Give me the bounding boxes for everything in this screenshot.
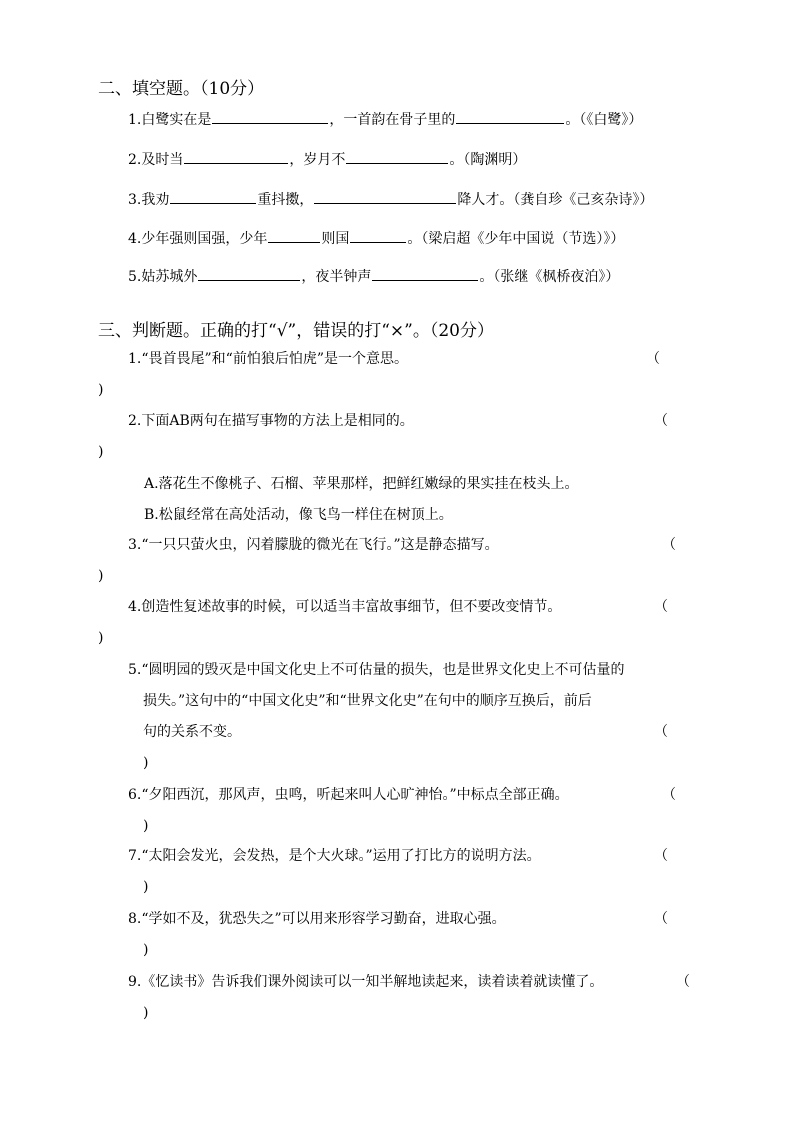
- answer-paren-open[interactable]: （: [654, 911, 668, 927]
- answer-paren-close: ): [98, 382, 104, 398]
- judge-item-2: 2.下面AB两句在描写事物的方法上是相同的。: [128, 413, 414, 429]
- fill-item-4: 4.少年强则国强，少年 则国 。（梁启超《少年中国说（节选）》）: [128, 227, 624, 249]
- answer-blank[interactable]: [170, 188, 256, 204]
- answer-paren-open[interactable]: （: [662, 787, 676, 803]
- judge-item-8: 8.“学如不及，犹恐失之”可以用来形容学习勤奋，进取心强。: [128, 911, 506, 927]
- answer-paren-open[interactable]: （: [676, 974, 690, 990]
- answer-paren-close: ): [143, 879, 149, 895]
- answer-paren-close: ): [143, 942, 149, 958]
- fill-item-2: 2.及时当 ，岁月不 。（陶渊明）: [128, 148, 526, 170]
- answer-blank[interactable]: [198, 265, 300, 281]
- fill-item-5: 5.姑苏城外 ，夜半钟声 。（张继《枫桥夜泊》）: [128, 265, 619, 287]
- judge-item-5-line-3: 句的关系不变。: [143, 724, 241, 740]
- answer-blank[interactable]: [184, 148, 288, 164]
- answer-paren-open[interactable]: （: [654, 413, 668, 429]
- answer-blank[interactable]: [372, 265, 478, 281]
- answer-paren-open[interactable]: （: [654, 599, 668, 615]
- answer-blank[interactable]: [314, 188, 456, 204]
- answer-blank[interactable]: [350, 227, 406, 243]
- answer-paren-open[interactable]: （: [662, 537, 676, 553]
- judge-item-2-option-b: B.松鼠经常在高处活动，像飞鸟一样住在树顶上。: [144, 507, 453, 523]
- judge-item-4: 4.创造性复述故事的时候，可以适当丰富故事细节，但不要改变情节。: [128, 599, 562, 615]
- judge-item-6: 6.“夕阳西沉，那风声，虫鸣，听起来叫人心旷神怡。”中标点全部正确。: [128, 787, 569, 803]
- answer-paren-close: ): [143, 818, 149, 834]
- answer-paren-close: ): [98, 568, 104, 584]
- answer-blank[interactable]: [346, 148, 448, 164]
- judge-item-1: 1.“畏首畏尾”和“前怕狼后怕虎”是一个意思。: [128, 351, 408, 367]
- judge-item-3: 3.“一只只萤火虫，闪着朦胧的微光在飞行。”这是静态描写。: [128, 537, 499, 553]
- answer-blank[interactable]: [212, 108, 328, 124]
- judge-item-9: 9.《忆读书》告诉我们课外阅读可以一知半解地读起来，读着读着就读懂了。: [128, 974, 604, 990]
- judge-item-7: 7.“太阳会发光，会发热，是个大火球。”运用了打比方的说明方法。: [128, 848, 541, 864]
- judge-item-5-line-1: 5.“圆明园的毁灭是中国文化史上不可估量的损失，也是世界文化史上不可估量的: [128, 662, 625, 678]
- answer-paren-close: ): [143, 1005, 149, 1021]
- answer-paren-open[interactable]: （: [654, 724, 668, 740]
- answer-paren-close: ): [98, 444, 104, 460]
- answer-paren-open[interactable]: （: [646, 351, 660, 367]
- answer-blank[interactable]: [268, 227, 320, 243]
- answer-paren-close: ): [98, 630, 104, 646]
- fill-item-1: 1.白鹭实在是 ，一首韵在骨子里的 。（《白鹭》）: [128, 108, 642, 130]
- answer-paren-open[interactable]: （: [654, 848, 668, 864]
- answer-blank[interactable]: [456, 108, 564, 124]
- answer-paren-close: ): [143, 755, 149, 771]
- judge-item-5-line-2: 损失。”这句中的“中国文化史”和“世界文化史”在句中的顺序互换后，前后: [143, 693, 592, 709]
- judge-section-title: 三、判断题。正确的打“√”，错误的打“×”。（20分）: [98, 321, 494, 341]
- fill-section-title: 二、填空题。（10分）: [98, 79, 265, 99]
- judge-item-2-option-a: A.落花生不像桃子、石榴、苹果那样，把鲜红嫩绿的果实挂在枝头上。: [144, 476, 579, 492]
- fill-item-3: 3.我劝 重抖擞， 降人才。（龚自珍《己亥杂诗》）: [128, 188, 653, 210]
